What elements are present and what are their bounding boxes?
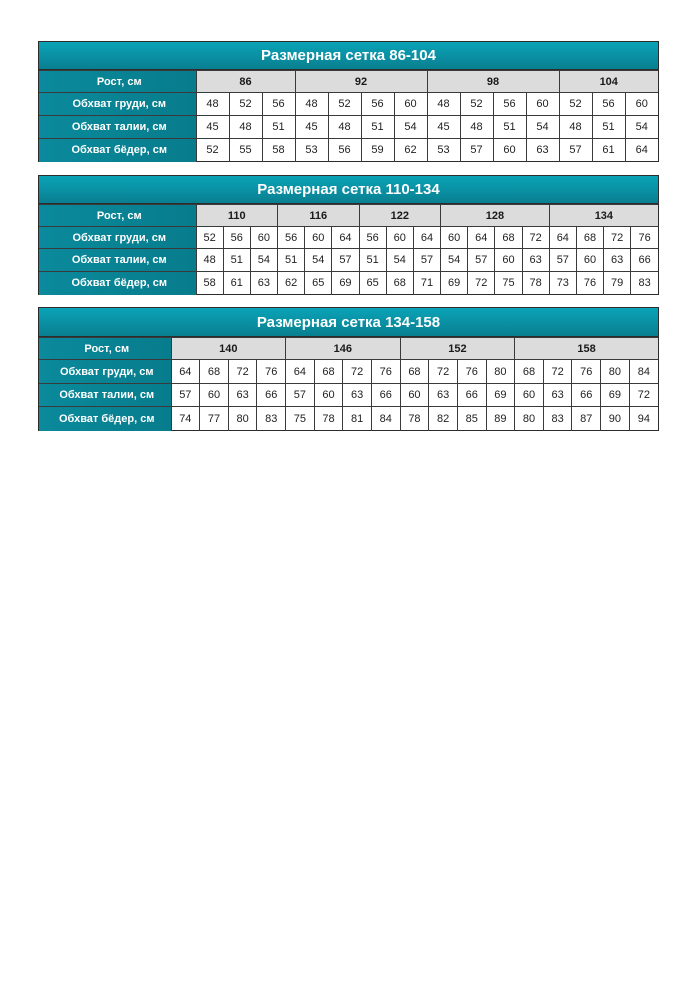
height-group: 104 (559, 71, 658, 93)
size-table (39, 337, 658, 431)
waist-value: 57 (171, 384, 200, 407)
chest-value: 60 (394, 93, 427, 116)
hips-value: 68 (386, 272, 413, 295)
chest-value: 64 (413, 227, 440, 249)
chest-value: 52 (229, 93, 262, 116)
waist-value: 66 (572, 384, 601, 407)
hips-value: 74 (171, 407, 200, 431)
waist-value: 51 (278, 249, 305, 272)
waist-row (39, 384, 658, 407)
hips-value: 58 (196, 272, 223, 295)
hips-value: 90 (601, 407, 630, 431)
waist-label: Обхват талии, см (39, 249, 196, 272)
chest-value: 68 (495, 227, 522, 249)
chest-value: 56 (278, 227, 305, 249)
hips-value: 84 (371, 407, 400, 431)
hips-value: 94 (629, 407, 658, 431)
height-label: Рост, см (39, 338, 171, 360)
waist-value: 51 (493, 116, 526, 139)
waist-value: 48 (196, 249, 223, 272)
chest-value: 60 (386, 227, 413, 249)
hips-value: 75 (495, 272, 522, 295)
chest-value: 56 (359, 227, 386, 249)
chest-value: 80 (486, 360, 515, 384)
waist-value: 63 (522, 249, 549, 272)
chest-value: 56 (361, 93, 394, 116)
height-group: 146 (286, 338, 401, 360)
height-group: 134 (549, 205, 658, 227)
hips-value: 65 (305, 272, 332, 295)
height-group: 92 (295, 71, 427, 93)
hips-value: 71 (413, 272, 440, 295)
height-label: Рост, см (39, 71, 196, 93)
chart-title: Размерная сетка 134-158 (39, 308, 658, 337)
chest-value: 68 (576, 227, 603, 249)
hips-value: 63 (526, 139, 559, 162)
hips-label: Обхват бёдер, см (39, 272, 196, 295)
waist-value: 60 (576, 249, 603, 272)
size-table (39, 70, 658, 162)
hips-value: 64 (625, 139, 658, 162)
chest-value: 60 (625, 93, 658, 116)
waist-value: 63 (343, 384, 372, 407)
size-chart-110-134 (38, 175, 659, 295)
waist-value: 69 (486, 384, 515, 407)
waist-value: 60 (515, 384, 544, 407)
chest-value: 68 (515, 360, 544, 384)
waist-value: 72 (629, 384, 658, 407)
chart-title: Размерная сетка 110-134 (39, 176, 658, 204)
height-group: 122 (359, 205, 441, 227)
hips-row (39, 272, 658, 295)
chest-row (39, 227, 658, 249)
chest-value: 72 (429, 360, 458, 384)
hips-value: 78 (314, 407, 343, 431)
hips-value: 60 (493, 139, 526, 162)
height-label: Рост, см (39, 205, 196, 227)
waist-value: 69 (601, 384, 630, 407)
waist-value: 45 (295, 116, 328, 139)
hips-value: 62 (394, 139, 427, 162)
hips-value: 89 (486, 407, 515, 431)
waist-value: 51 (223, 249, 250, 272)
chest-value: 60 (305, 227, 332, 249)
waist-value: 57 (286, 384, 315, 407)
chest-value: 76 (572, 360, 601, 384)
chest-value: 68 (200, 360, 229, 384)
height-group: 110 (196, 205, 278, 227)
hips-value: 76 (576, 272, 603, 295)
hips-value: 57 (460, 139, 493, 162)
chest-value: 48 (427, 93, 460, 116)
hips-value: 57 (559, 139, 592, 162)
hips-value: 83 (543, 407, 572, 431)
chest-value: 52 (559, 93, 592, 116)
waist-value: 57 (549, 249, 576, 272)
waist-value: 45 (427, 116, 460, 139)
hips-value: 63 (250, 272, 277, 295)
chest-value: 68 (314, 360, 343, 384)
waist-label: Обхват талии, см (39, 116, 196, 139)
chest-value: 64 (286, 360, 315, 384)
waist-value: 57 (332, 249, 359, 272)
waist-label: Обхват талии, см (39, 384, 171, 407)
hips-value: 77 (200, 407, 229, 431)
waist-value: 51 (361, 116, 394, 139)
chest-value: 48 (196, 93, 229, 116)
height-group: 116 (278, 205, 360, 227)
hips-value: 81 (343, 407, 372, 431)
waist-value: 60 (314, 384, 343, 407)
chest-row (39, 360, 658, 384)
waist-value: 51 (262, 116, 295, 139)
height-row (39, 71, 658, 93)
hips-value: 56 (328, 139, 361, 162)
chest-value: 64 (549, 227, 576, 249)
hips-value: 65 (359, 272, 386, 295)
hips-value: 58 (262, 139, 295, 162)
waist-value: 63 (228, 384, 257, 407)
waist-value: 48 (328, 116, 361, 139)
waist-value: 63 (429, 384, 458, 407)
hips-row (39, 139, 658, 162)
chest-value: 64 (468, 227, 495, 249)
waist-value: 45 (196, 116, 229, 139)
chest-value: 80 (601, 360, 630, 384)
size-chart-134-158 (38, 307, 659, 431)
hips-label: Обхват бёдер, см (39, 139, 196, 162)
hips-value: 78 (400, 407, 429, 431)
chest-value: 72 (228, 360, 257, 384)
waist-value: 54 (250, 249, 277, 272)
waist-value: 60 (400, 384, 429, 407)
waist-value: 51 (359, 249, 386, 272)
chest-label: Обхват груди, см (39, 93, 196, 116)
hips-value: 83 (257, 407, 286, 431)
chest-value: 76 (457, 360, 486, 384)
waist-value: 63 (604, 249, 631, 272)
chest-value: 76 (257, 360, 286, 384)
waist-value: 66 (457, 384, 486, 407)
hips-value: 52 (196, 139, 229, 162)
hips-value: 87 (572, 407, 601, 431)
chart-title: Размерная сетка 86-104 (39, 42, 658, 70)
waist-value: 54 (625, 116, 658, 139)
height-group: 140 (171, 338, 286, 360)
chest-value: 72 (522, 227, 549, 249)
chest-value: 56 (223, 227, 250, 249)
hips-value: 61 (223, 272, 250, 295)
chest-label: Обхват груди, см (39, 227, 196, 249)
hips-value: 72 (468, 272, 495, 295)
size-chart-86-104 (38, 41, 659, 162)
hips-value: 61 (592, 139, 625, 162)
waist-value: 66 (631, 249, 658, 272)
chest-value: 60 (250, 227, 277, 249)
chest-value: 64 (171, 360, 200, 384)
waist-value: 54 (394, 116, 427, 139)
chest-value: 76 (371, 360, 400, 384)
waist-value: 54 (441, 249, 468, 272)
waist-value: 66 (371, 384, 400, 407)
hips-value: 82 (429, 407, 458, 431)
hips-value: 62 (278, 272, 305, 295)
chest-value: 56 (493, 93, 526, 116)
waist-value: 63 (543, 384, 572, 407)
height-row (39, 338, 658, 360)
waist-value: 48 (229, 116, 262, 139)
chest-value: 48 (295, 93, 328, 116)
size-table (39, 204, 658, 295)
waist-value: 48 (559, 116, 592, 139)
waist-value: 54 (386, 249, 413, 272)
height-group: 158 (515, 338, 658, 360)
height-group: 128 (441, 205, 550, 227)
waist-value: 60 (200, 384, 229, 407)
waist-value: 66 (257, 384, 286, 407)
waist-value: 57 (468, 249, 495, 272)
hips-value: 73 (549, 272, 576, 295)
chest-value: 72 (343, 360, 372, 384)
chest-value: 76 (631, 227, 658, 249)
chest-value: 68 (400, 360, 429, 384)
hips-value: 55 (229, 139, 262, 162)
chest-row (39, 93, 658, 116)
waist-row (39, 249, 658, 272)
chest-value: 84 (629, 360, 658, 384)
chest-value: 52 (328, 93, 361, 116)
height-group: 98 (427, 71, 559, 93)
hips-value: 80 (228, 407, 257, 431)
waist-row (39, 116, 658, 139)
waist-value: 57 (413, 249, 440, 272)
hips-value: 69 (441, 272, 468, 295)
chest-value: 52 (460, 93, 493, 116)
hips-value: 78 (522, 272, 549, 295)
chest-value: 56 (592, 93, 625, 116)
hips-value: 80 (515, 407, 544, 431)
hips-row (39, 407, 658, 431)
height-row (39, 205, 658, 227)
chest-value: 60 (526, 93, 559, 116)
waist-value: 51 (592, 116, 625, 139)
chest-value: 52 (196, 227, 223, 249)
chest-value: 72 (604, 227, 631, 249)
hips-value: 83 (631, 272, 658, 295)
chest-label: Обхват груди, см (39, 360, 171, 384)
hips-value: 85 (457, 407, 486, 431)
hips-value: 59 (361, 139, 394, 162)
hips-value: 75 (286, 407, 315, 431)
hips-label: Обхват бёдер, см (39, 407, 171, 431)
hips-value: 79 (604, 272, 631, 295)
height-group: 152 (400, 338, 515, 360)
height-group: 86 (196, 71, 295, 93)
hips-value: 53 (427, 139, 460, 162)
chest-value: 56 (262, 93, 295, 116)
waist-value: 54 (526, 116, 559, 139)
chest-value: 64 (332, 227, 359, 249)
waist-value: 48 (460, 116, 493, 139)
hips-value: 53 (295, 139, 328, 162)
hips-value: 69 (332, 272, 359, 295)
chest-value: 72 (543, 360, 572, 384)
waist-value: 54 (305, 249, 332, 272)
waist-value: 60 (495, 249, 522, 272)
chest-value: 60 (441, 227, 468, 249)
